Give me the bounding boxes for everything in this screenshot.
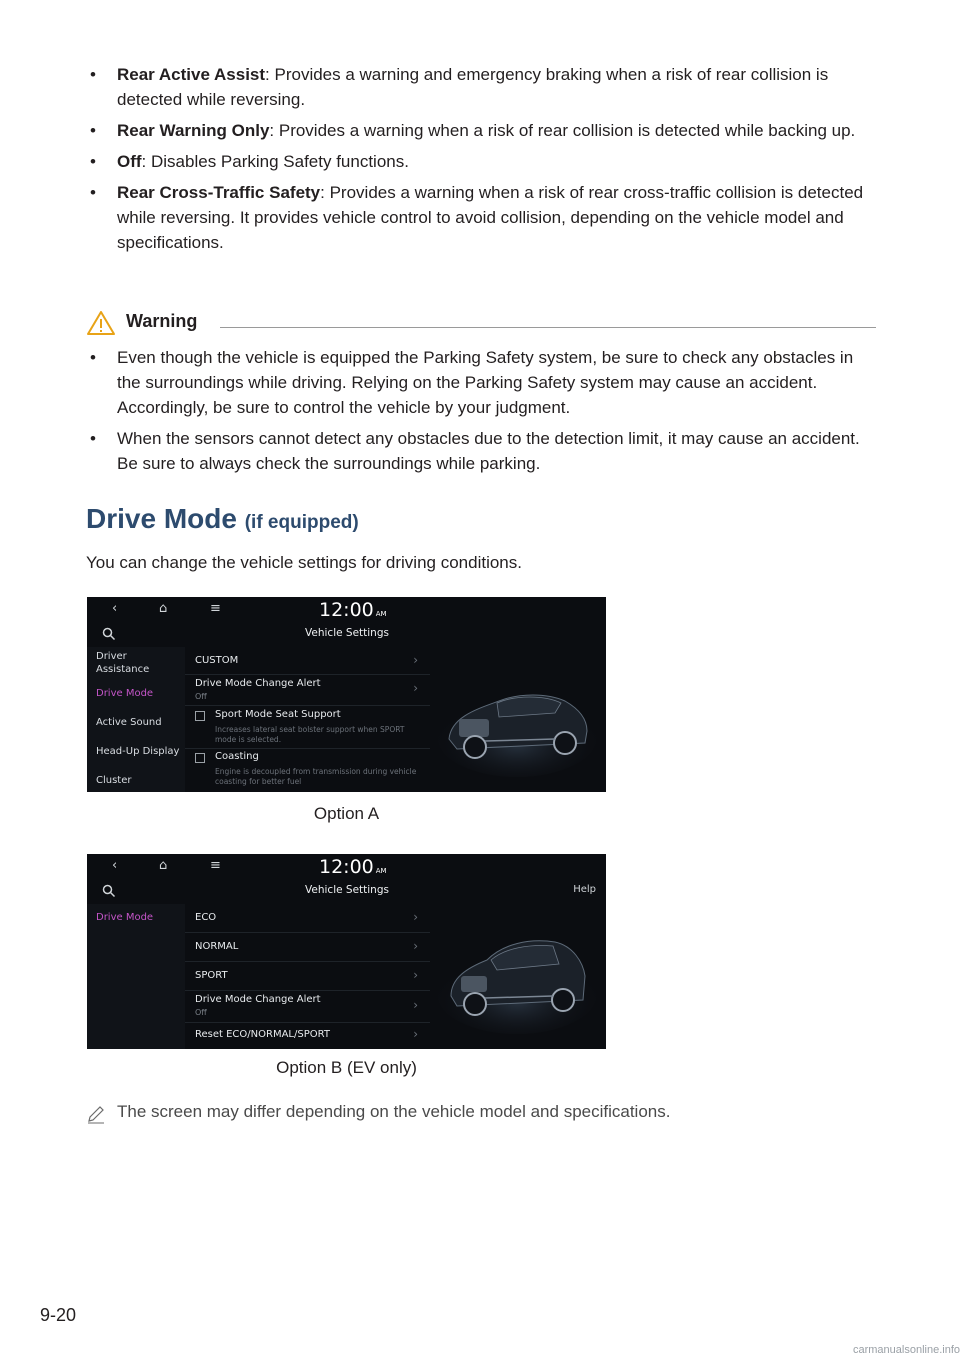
sidebar-item-cluster[interactable]: Cluster bbox=[96, 775, 132, 786]
divider bbox=[220, 327, 876, 328]
row-label: Drive Mode Change Alert bbox=[195, 678, 321, 689]
search-icon[interactable] bbox=[102, 884, 116, 898]
row-label: NORMAL bbox=[195, 941, 239, 952]
section-title: Drive Mode (if equipped) bbox=[86, 503, 359, 534]
top-bar bbox=[87, 597, 606, 623]
home-icon[interactable]: ⌂ bbox=[159, 601, 168, 616]
chevron-right-icon: › bbox=[413, 1027, 418, 1041]
chevron-right-icon: › bbox=[413, 968, 418, 982]
settings-list bbox=[185, 904, 430, 1049]
vehicle-image bbox=[437, 914, 597, 1039]
warning-header bbox=[86, 310, 876, 336]
row-description: Increases lateral seat bolster support when SPORT mode is selected. bbox=[215, 725, 405, 744]
vehicle-image bbox=[437, 657, 597, 782]
row-label: Coasting bbox=[215, 751, 259, 762]
checkbox[interactable] bbox=[195, 711, 205, 721]
menu-icon[interactable]: ≡ bbox=[210, 601, 221, 616]
sidebar-item-driver-assistance[interactable]: Driver Assistance bbox=[96, 651, 150, 675]
watermark: carmanualsonline.info bbox=[852, 1344, 960, 1356]
screen-title: Vehicle Settings bbox=[305, 884, 389, 896]
list-item: • Off: Disables Parking Safety functions. bbox=[90, 152, 409, 171]
warning-title: Warning bbox=[126, 311, 198, 331]
chevron-right-icon: › bbox=[413, 998, 418, 1012]
list-item: • Rear Cross-Traffic Safety: Provides a warning when a risk of rear cross-traffic collision is detected while reversing. It provides vehicle control to avoid collision, depending on the vehicle model and specifications. bbox=[90, 183, 864, 252]
warning-icon bbox=[86, 310, 116, 336]
row-sport[interactable] bbox=[185, 962, 430, 991]
row-sport-mode-seat-support[interactable] bbox=[185, 706, 430, 749]
caption-option-b: Option B (EV only) bbox=[276, 1058, 417, 1077]
sidebar-item-drive-mode[interactable]: Drive Mode bbox=[96, 912, 154, 923]
home-icon[interactable]: ⌂ bbox=[159, 858, 168, 873]
row-custom[interactable] bbox=[185, 647, 430, 675]
back-icon[interactable]: ‹ bbox=[112, 858, 118, 873]
row-drive-mode-change-alert[interactable] bbox=[185, 675, 430, 706]
sidebar-item-drive-mode[interactable]: Drive Mode bbox=[96, 688, 154, 699]
caption-option-a: Option A bbox=[313, 804, 380, 823]
list-item: • When the sensors cannot detect any obstacles due to the detection limit, it may cause an accident. Be sure to always check the surroundings while parking. bbox=[90, 429, 860, 473]
row-drive-mode-change-alert[interactable] bbox=[185, 991, 430, 1023]
section-intro: You can change the vehicle settings for driving conditions. bbox=[86, 553, 522, 572]
row-value: Off bbox=[195, 1008, 207, 1017]
top-bar bbox=[87, 854, 606, 880]
parking-safety-options bbox=[90, 62, 880, 261]
chevron-right-icon: › bbox=[413, 681, 418, 695]
row-value: Off bbox=[195, 692, 207, 701]
help-button[interactable]: Help bbox=[573, 884, 596, 895]
sidebar bbox=[87, 647, 185, 792]
clock: 12:00 AM bbox=[319, 599, 387, 621]
row-label: Sport Mode Seat Support bbox=[215, 709, 341, 720]
row-label: SPORT bbox=[195, 970, 228, 981]
checkbox[interactable] bbox=[195, 753, 205, 763]
search-icon[interactable] bbox=[102, 627, 116, 641]
chevron-right-icon: › bbox=[413, 939, 418, 953]
menu-icon[interactable]: ≡ bbox=[210, 858, 221, 873]
row-description: Engine is decoupled from transmission during vehicle coasting for better fuel bbox=[215, 767, 417, 786]
clock: 12:00 AM bbox=[319, 856, 387, 878]
chevron-right-icon: › bbox=[413, 910, 418, 924]
chevron-right-icon: › bbox=[413, 653, 418, 667]
sidebar-item-active-sound[interactable]: Active Sound bbox=[96, 717, 162, 728]
row-label: ECO bbox=[195, 912, 217, 923]
screen-title: Vehicle Settings bbox=[305, 627, 389, 639]
note-text: The screen may differ depending on the vehicle model and specifications. bbox=[117, 1102, 671, 1121]
screenshot-option-b bbox=[87, 854, 606, 1049]
sidebar bbox=[87, 904, 185, 1049]
row-eco[interactable] bbox=[185, 904, 430, 933]
page-number: 9-20 bbox=[40, 1305, 77, 1325]
list-item: • Even though the vehicle is equipped the Parking Safety system, be sure to check any obstacles in the surroundings while driving. Relying on the Parking Safety system may cause an accident. Accordingly, be sure to control the vehicle by your judgment. bbox=[90, 348, 854, 417]
list-item: • Rear Warning Only: Provides a warning when a risk of rear collision is detected while backing up. bbox=[90, 121, 856, 140]
row-coasting[interactable] bbox=[185, 749, 430, 791]
warning-list bbox=[90, 345, 880, 482]
screenshot-option-a bbox=[87, 597, 606, 792]
sidebar-item-head-up-display[interactable]: Head-Up Display bbox=[96, 746, 180, 757]
row-normal[interactable] bbox=[185, 933, 430, 962]
row-label: Drive Mode Change Alert bbox=[195, 994, 321, 1005]
list-item: • Rear Active Assist: Provides a warning and emergency braking when a risk of rear collision is detected while reversing. bbox=[90, 65, 829, 109]
pencil-icon bbox=[86, 1104, 106, 1124]
settings-list bbox=[185, 647, 430, 792]
row-label: CUSTOM bbox=[195, 655, 239, 666]
back-icon[interactable]: ‹ bbox=[112, 601, 118, 616]
row-label: Reset ECO/NORMAL/SPORT bbox=[195, 1029, 330, 1040]
row-reset[interactable] bbox=[185, 1023, 430, 1049]
